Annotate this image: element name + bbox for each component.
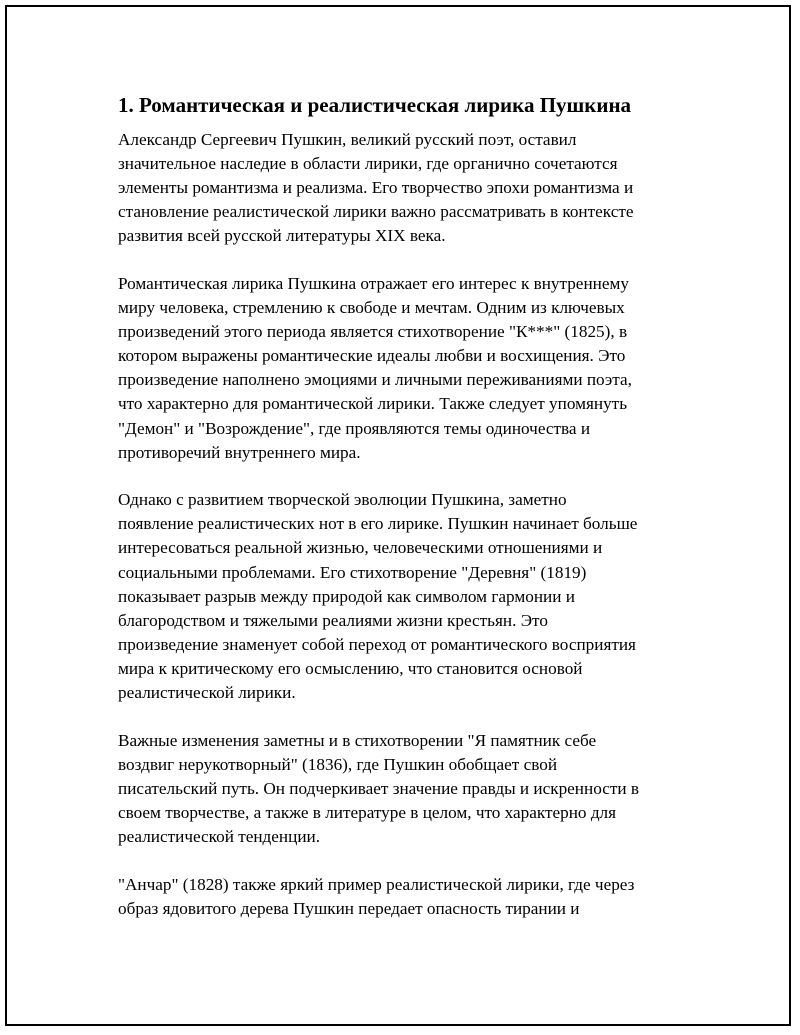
text-line: "Анчар" (1828) также яркий пример реалистической лирики, где через [118, 874, 635, 894]
text-line: реалистической лирики. [118, 682, 296, 702]
text-line: благородством и тяжелыми реалиями жизни крестьян. Это [118, 610, 548, 630]
paragraph-realistic-evolution [118, 488, 688, 705]
text-line: Александр Сергеевич Пушкин, великий русский поэт, оставил [118, 130, 577, 149]
text-line: образ ядовитого дерева Пушкин передает опасность тирании и [118, 898, 580, 918]
text-line: произведений этого периода является стихотворение "К***" (1825), в [118, 322, 628, 342]
paragraph-romantic-lyrics [118, 272, 688, 465]
text-line: котором выражены романтические идеалы любви и восхищения. Это [118, 346, 626, 366]
text-line: социальными проблемами. Его стихотворение "Деревня" (1819) [118, 562, 587, 582]
text-line: своем творчестве, а также в литературе в целом, что характерно для [118, 802, 617, 822]
text-line: писательский путь. Он подчеркивает значение правды и искренности в [118, 778, 639, 798]
text-line: противоречий внутреннего мира. [118, 442, 361, 462]
text-line: произведение наполнено эмоциями и личными переживаниями поэта, [118, 370, 632, 390]
text-line: становление реалистической лирики важно рассматривать в контексте [118, 202, 634, 222]
paragraph-monument [118, 729, 688, 849]
text-line: Романтическая лирика Пушкина отражает его интерес к внутреннему [118, 273, 629, 293]
text-line: элементы романтизма и реализма. Его творчество эпохи романтизма и [118, 178, 634, 198]
text-line: "Демон" и "Возрождение", где проявляются темы одиночества и [118, 418, 591, 438]
document-body [118, 91, 688, 944]
text-line: воздвиг нерукотворный" (1836), где Пушкин обобщает свой [118, 754, 558, 774]
text-line: реалистической тенденции. [118, 826, 321, 846]
text-line: Важные изменения заметны и в стихотворении "Я памятник себе [118, 730, 597, 750]
text-line: развития всей русской литературы XIX века. [118, 226, 446, 246]
text-line: показывает разрыв между природой как символом гармонии и [118, 586, 575, 606]
text-line: произведение знаменует собой переход от романтического восприятия [118, 634, 636, 654]
paragraph-intro [118, 128, 688, 248]
paragraph-anchar [118, 873, 688, 921]
text-line: Однако с развитием творческой эволюции Пушкина, заметно [118, 490, 567, 510]
text-line: миру человека, стремлению к свободе и мечтам. Одним из ключевых [118, 298, 625, 318]
text-line: интересоваться реальной жизнью, человеческими отношениями и [118, 538, 603, 558]
text-line: значительное наследие в области лирики, где органично сочетаются [118, 154, 618, 174]
text-line: что характерно для романтической лирики. Также следует упомянуть [118, 394, 628, 414]
section-heading: 1. Романтическая и реалистическая лирика Пушкина [118, 93, 632, 117]
text-line: мира к критическому его осмыслению, что становится основой [118, 658, 583, 678]
text-line: появление реалистических нот в его лирике. Пушкин начинает больше [118, 514, 638, 534]
